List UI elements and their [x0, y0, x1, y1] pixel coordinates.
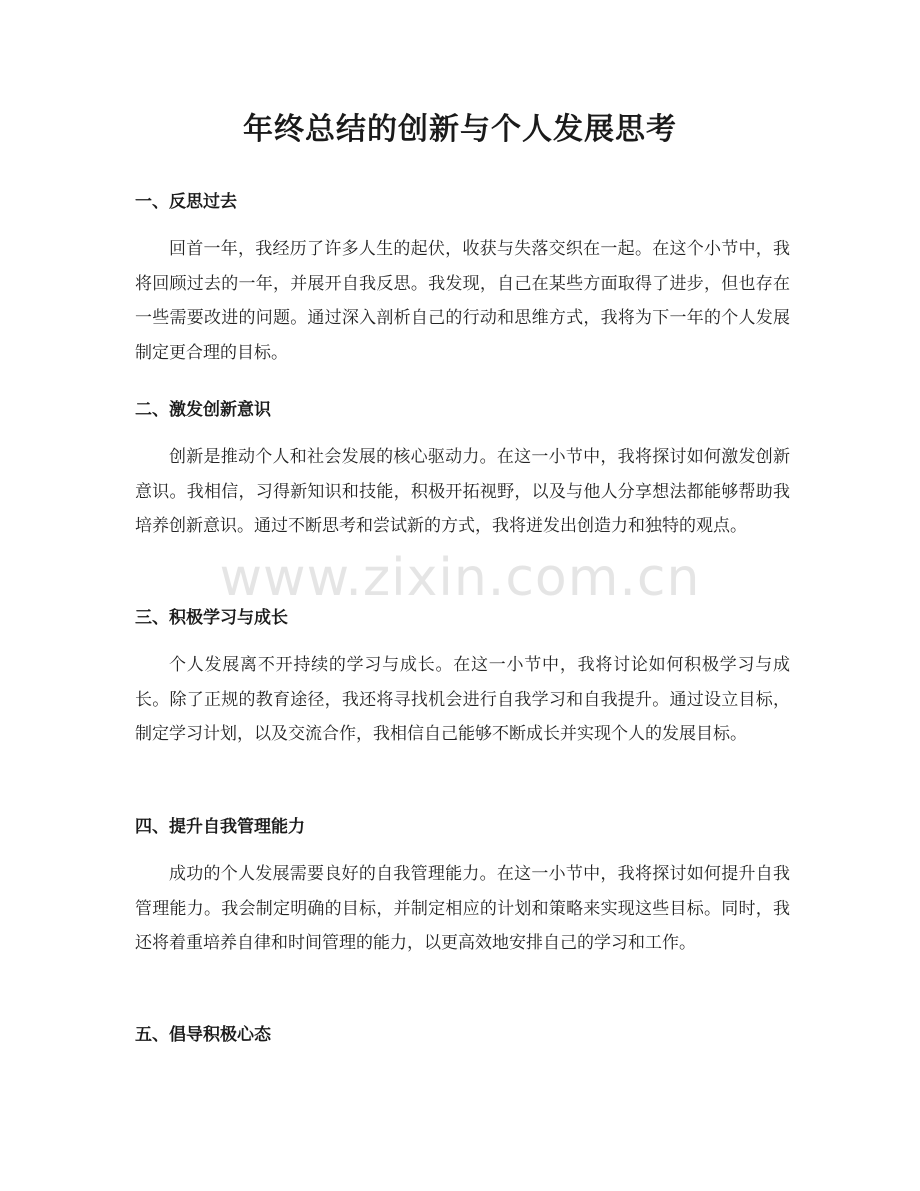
section-positive-mindset — [135, 1023, 790, 1047]
section-heading: 一、反思过去 — [135, 192, 237, 212]
section-body: 个人发展离不开持续的学习与成长。在这一小节中，我将讨论如何积极学习与成长。除了正规的教育途径，我还将寻找机会进行自我学习和自我提升。通过设立目标，制定学习计划，以及交流合作，我相信自己能够不断成长并实现个人的发展目标。 — [135, 655, 790, 744]
section-heading: 二、激发创新意识 — [135, 400, 271, 420]
section-self-management — [135, 815, 790, 961]
section-body: 创新是推动个人和社会发展的核心驱动力。在这一小节中，我将探讨如何激发创新意识。我相信，习得新知识和技能，积极开拓视野，以及与他人分享想法都能够帮助我培养创新意识。通过不断思考和尝试新的方式，我将迸发出创造力和独特的观点。 — [135, 447, 790, 536]
section-heading: 三、积极学习与成长 — [135, 608, 288, 628]
section-heading: 四、提升自我管理能力 — [135, 817, 305, 837]
section-innovation — [135, 398, 790, 544]
section-reflect-past — [135, 190, 790, 370]
section-body: 回首一年，我经历了许多人生的起伏，收获与失落交织在一起。在这个小节中，我将回顾过去的一年，并展开自我反思。我发现，自己在某些方面取得了进步，但也存在一些需要改进的问题。通过深入剖析自己的行动和思维方式，我将为下一年的个人发展制定更合理的目标。 — [135, 239, 790, 363]
section-heading: 五、倡导积极心态 — [135, 1025, 271, 1045]
section-body: 成功的个人发展需要良好的自我管理能力。在这一小节中，我将探讨如何提升自我管理能力。我会制定明确的目标，并制定相应的计划和策略来实现这些目标。同时，我还将着重培养自律和时间管理的能力，以更高效地安排自己的学习和工作。 — [135, 864, 790, 953]
watermark: www.zixin.com.cn — [219, 548, 701, 608]
section-learning — [135, 606, 790, 752]
document-title: 年终总结的创新与个人发展思考 — [243, 112, 677, 147]
